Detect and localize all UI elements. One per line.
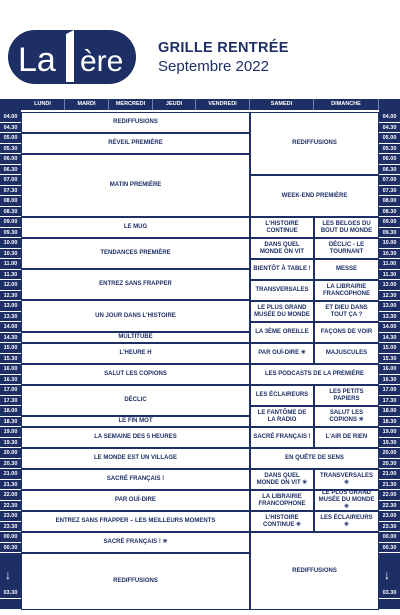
program-cell: L'HISTOIRE CONTINUE xyxy=(250,217,314,238)
program-cell: L'HEURE H xyxy=(21,343,250,364)
time-slot: 10.00 xyxy=(0,238,21,249)
program-cell: TRANSVERSALES xyxy=(250,280,314,301)
time-slot: 06.00 xyxy=(0,154,21,165)
time-slot: 18.30 xyxy=(0,417,21,428)
program-cell: SALUT LES COPIONS xyxy=(21,364,250,385)
time-slot: 00.30 xyxy=(379,543,400,554)
time-slot: 22.30 xyxy=(0,501,21,512)
time-slot: 23.30 xyxy=(0,522,21,533)
program-cell: PAR OUÏ-DIRE ✳ xyxy=(250,343,314,364)
program-cell: TENDANCES PREMIÈRE xyxy=(21,238,250,269)
program-cell: SACRÉ FRANÇAIS ! ✳ xyxy=(21,532,250,553)
time-slot: 22.30 xyxy=(379,501,400,512)
time-slot: 12.00 xyxy=(379,280,400,291)
time-slot: 11.00 xyxy=(0,259,21,270)
time-slot: 11.30 xyxy=(0,270,21,281)
time-slot: 06.30 xyxy=(0,165,21,176)
time-slot: 13.00 xyxy=(379,301,400,312)
time-slot: 21.00 xyxy=(0,469,21,480)
time-slot: 08.30 xyxy=(0,207,21,218)
program-cell: L'AIR DE RIEN xyxy=(314,427,379,448)
time-slot: 14.00 xyxy=(0,322,21,333)
program-cell: BIENTÔT À TABLE ! xyxy=(250,259,314,280)
day-sunday: DIMANCHE xyxy=(314,99,379,110)
time-slot: 07.00 xyxy=(0,175,21,186)
program-cell: SACRÉ FRANÇAIS ! xyxy=(21,469,250,490)
program-cell: L'HISTOIRE CONTINUE ✳ xyxy=(250,511,314,532)
time-slot: 17.00 xyxy=(379,385,400,396)
program-cell: LE MUG xyxy=(21,217,250,238)
time-slot: 00.00 xyxy=(0,532,21,543)
program-cell: MULTITUBE xyxy=(21,332,250,343)
time-slot: 20.00 xyxy=(379,448,400,459)
time-slot: 11.00 xyxy=(379,259,400,270)
page-title: GRILLE RENTRÉE xyxy=(158,40,289,56)
time-slot: 15.30 xyxy=(0,354,21,365)
time-slot: 21.30 xyxy=(0,480,21,491)
time-column-right xyxy=(379,110,400,609)
program-cell: TRANSVERSALES ✳ xyxy=(314,469,379,490)
program-cell: REDIFFUSIONS xyxy=(21,553,250,610)
time-slot: 17.00 xyxy=(0,385,21,396)
time-slot: 06.30 xyxy=(379,165,400,176)
time-slot: 19.00 xyxy=(379,427,400,438)
time-slot: 08.30 xyxy=(379,207,400,218)
time-end-right: 03.30 xyxy=(379,588,400,599)
time-slot: 10.30 xyxy=(0,249,21,260)
time-slot: 09.30 xyxy=(0,228,21,239)
time-slot: 07.00 xyxy=(379,175,400,186)
time-slot: 09.30 xyxy=(379,228,400,239)
time-slot: 23.00 xyxy=(0,511,21,522)
program-cell: LES ÉCLAIREURS xyxy=(250,385,314,406)
program-cell: LES ÉCLAIREURS ✳ xyxy=(314,511,379,532)
program-cell: DÉCLIC - LE TOURNANT xyxy=(314,238,379,259)
arrow-down-icon: ↓ xyxy=(384,568,390,582)
program-cell: LE PLUS GRAND MUSÉE DU MONDE xyxy=(250,301,314,322)
svg-text:ère: ère xyxy=(80,45,124,78)
program-cell: LA SEMAINE DES 5 HEURES xyxy=(21,427,250,448)
day-header-row xyxy=(21,99,379,110)
time-slot: 14.00 xyxy=(379,322,400,333)
time-slot: 05.30 xyxy=(379,144,400,155)
time-column-left xyxy=(0,110,21,609)
time-end-left: 03.30 xyxy=(0,588,21,599)
time-slot: 19.30 xyxy=(0,438,21,449)
svg-text:La: La xyxy=(18,41,56,79)
time-slot: 08.00 xyxy=(0,196,21,207)
program-cell: MAJUSCULES xyxy=(314,343,379,364)
schedule-grid xyxy=(21,112,379,610)
time-slot: 15.00 xyxy=(0,343,21,354)
program-cell: REDIFFUSIONS xyxy=(21,112,250,133)
time-slot: 17.30 xyxy=(379,396,400,407)
time-slot: 05.30 xyxy=(0,144,21,155)
time-slot: 17.30 xyxy=(0,396,21,407)
time-slot: 15.00 xyxy=(379,343,400,354)
program-cell: LA LIBRAIRIE FRANCOPHONE xyxy=(250,490,314,511)
time-slot: 04.30 xyxy=(379,123,400,134)
time-slot: 18.00 xyxy=(0,406,21,417)
time-slot: 04.30 xyxy=(0,123,21,134)
program-cell: DÉCLIC xyxy=(21,385,250,416)
time-slot: 15.30 xyxy=(379,354,400,365)
day-header-left-corner xyxy=(0,99,21,110)
program-cell: LES PETITS PAPIERS xyxy=(314,385,379,406)
time-slot: 07.30 xyxy=(379,186,400,197)
program-cell: UN JOUR DANS L'HISTOIRE xyxy=(21,300,250,332)
time-slot: 09.00 xyxy=(379,217,400,228)
arrow-down-icon: ↓ xyxy=(5,568,11,582)
header xyxy=(0,0,400,96)
time-slot: 14.30 xyxy=(0,333,21,344)
program-cell: ET DIEU DANS TOUT ÇA ? xyxy=(314,301,379,322)
program-cell: LE PLUS GRAND MUSÉE DU MONDE ✳ xyxy=(314,490,379,511)
time-slot: 12.30 xyxy=(0,291,21,302)
program-cell: MATIN PREMIÈRE xyxy=(21,154,250,217)
time-slot: 05.00 xyxy=(379,133,400,144)
time-slot: 19.30 xyxy=(379,438,400,449)
time-slot: 06.00 xyxy=(379,154,400,165)
time-slot: 16.30 xyxy=(0,375,21,386)
program-cell: LE FIN MOT xyxy=(21,416,250,427)
time-slot: 10.00 xyxy=(379,238,400,249)
program-cell: LES PODCASTS DE LA PREMIÈRE xyxy=(250,364,379,385)
program-cell: DANS QUEL MONDE ON VIT ✳ xyxy=(250,469,314,490)
program-cell: LES BELGES DU BOUT DU MONDE xyxy=(314,217,379,238)
program-cell: REDIFFUSIONS xyxy=(250,112,379,175)
time-slot: 16.30 xyxy=(379,375,400,386)
time-slot: 19.00 xyxy=(0,427,21,438)
program-cell: LA LIBRAIRIE FRANCOPHONE xyxy=(314,280,379,301)
program-cell: ENTREZ SANS FRAPPER – LES MEILLEURS MOMENTS xyxy=(21,511,250,532)
time-slot: 04.00 xyxy=(0,112,21,123)
time-slot: 22.00 xyxy=(0,490,21,501)
time-slot: 22.00 xyxy=(379,490,400,501)
time-slot: 21.30 xyxy=(379,480,400,491)
program-cell: SALUT LES COPIONS ✳ xyxy=(314,406,379,427)
program-cell: REDIFFUSIONS xyxy=(250,532,379,610)
time-slot: 23.30 xyxy=(379,522,400,533)
program-cell: EN QUÊTE DE SENS xyxy=(250,448,379,469)
time-slot: 20.30 xyxy=(379,459,400,470)
day-monday: LUNDI xyxy=(21,99,65,110)
program-cell: DANS QUEL MONDE ON VIT xyxy=(250,238,314,259)
program-cell: FAÇONS DE VOIR xyxy=(314,322,379,343)
time-slot: 00.30 xyxy=(0,543,21,554)
day-wednesday: MERCREDI xyxy=(109,99,153,110)
program-cell: MESSE xyxy=(314,259,379,280)
day-header-right-corner xyxy=(379,99,400,110)
time-slot: 20.30 xyxy=(0,459,21,470)
time-slot: 11.30 xyxy=(379,270,400,281)
day-tuesday: MARDI xyxy=(65,99,109,110)
time-slot: 16.00 xyxy=(0,364,21,375)
time-slot: 21.00 xyxy=(379,469,400,480)
time-slot: 18.00 xyxy=(379,406,400,417)
la1ere-logo xyxy=(8,26,136,88)
time-slot: 12.00 xyxy=(0,280,21,291)
time-slot: 05.00 xyxy=(0,133,21,144)
time-slot: 12.30 xyxy=(379,291,400,302)
program-cell: LA 3ÈME OREILLE xyxy=(250,322,314,343)
day-thursday: JEUDI xyxy=(153,99,196,110)
day-saturday: SAMEDI xyxy=(250,99,314,110)
time-slot: 09.00 xyxy=(0,217,21,228)
time-slot: 16.00 xyxy=(379,364,400,375)
program-cell: LE MONDE EST UN VILLAGE xyxy=(21,448,250,469)
time-slot: 18.30 xyxy=(379,417,400,428)
program-cell: LE FANTÔME DE LA RADIO xyxy=(250,406,314,427)
time-slot: 07.30 xyxy=(0,186,21,197)
time-slot: 10.30 xyxy=(379,249,400,260)
time-slot: 13.00 xyxy=(0,301,21,312)
day-friday: VENDREDI xyxy=(196,99,250,110)
program-cell: RÉVEIL PREMIÈRE xyxy=(21,133,250,154)
program-cell: WEEK-END PREMIÈRE xyxy=(250,175,379,217)
time-slot: 14.30 xyxy=(379,333,400,344)
time-slot: 13.30 xyxy=(379,312,400,323)
page-subtitle: Septembre 2022 xyxy=(158,58,269,75)
program-cell: ENTREZ SANS FRAPPER xyxy=(21,269,250,300)
program-cell: PAR OUÏ-DIRE xyxy=(21,490,250,511)
time-slot: 04.00 xyxy=(379,112,400,123)
time-slot: 00.00 xyxy=(379,532,400,543)
time-slot: 13.30 xyxy=(0,312,21,323)
time-slot: 20.00 xyxy=(0,448,21,459)
time-slot: 08.00 xyxy=(379,196,400,207)
time-slot: 23.00 xyxy=(379,511,400,522)
program-cell: SACRÉ FRANÇAIS ! xyxy=(250,427,314,448)
